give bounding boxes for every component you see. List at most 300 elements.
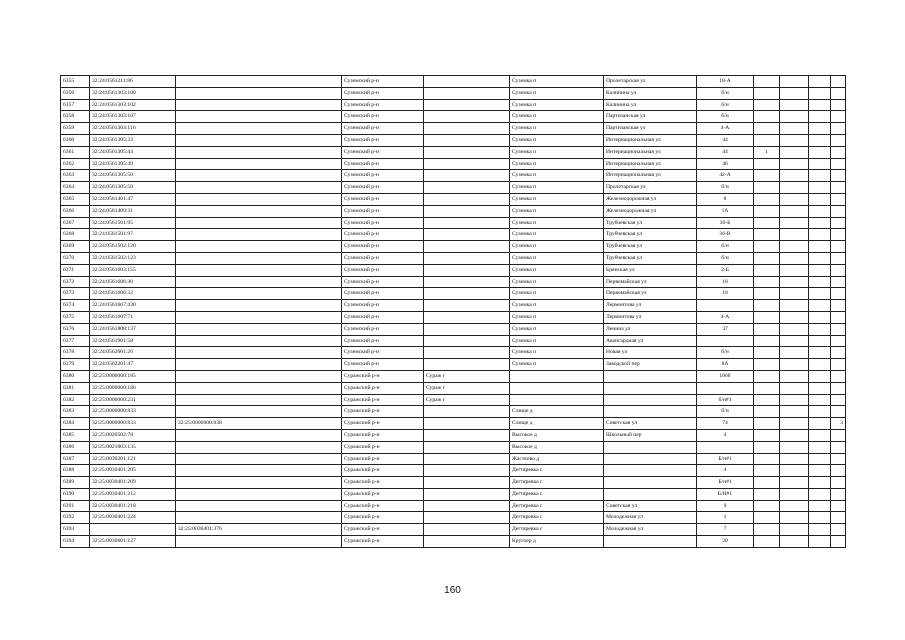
extra-cell-2	[780, 134, 809, 146]
related-cadastral-number-cell	[176, 465, 342, 477]
related-cadastral-number-cell	[176, 453, 342, 465]
street-cell: Молодежная ул	[604, 512, 697, 524]
extra-cell-4	[831, 158, 846, 170]
extra-cell-3	[809, 311, 831, 323]
house-number-cell: 9	[697, 500, 754, 512]
row-number-cell: 6376	[61, 323, 90, 335]
house-number-cell: Б/н#1	[697, 453, 754, 465]
district-cell: Суземский р-н	[342, 311, 424, 323]
table-row	[61, 453, 846, 465]
table-row	[61, 76, 846, 88]
district-cell: Суражский р-н	[342, 524, 424, 536]
city-cell	[424, 311, 510, 323]
cadastral-number-cell: 32:24:0561401:47	[90, 193, 176, 205]
cadastral-number-cell: 32:25:0030401:205	[90, 465, 176, 477]
city-cell	[424, 264, 510, 276]
settlement-cell: Высокое д	[510, 429, 604, 441]
extra-cell-2	[780, 146, 809, 158]
extra-cell-1	[754, 465, 780, 477]
related-cadastral-number-cell	[176, 87, 342, 99]
district-cell: Суземский р-н	[342, 193, 424, 205]
street-cell: Молодежная ул	[604, 524, 697, 536]
row-number-cell: 6367	[61, 217, 90, 229]
extra-cell-1	[754, 300, 780, 312]
table-row	[61, 158, 846, 170]
extra-cell-4	[831, 465, 846, 477]
cadastral-number-cell: 32:24:0561502:123	[90, 252, 176, 264]
table-row	[61, 229, 846, 241]
table-row	[61, 146, 846, 158]
related-cadastral-number-cell	[176, 429, 342, 441]
city-cell	[424, 335, 510, 347]
house-number-cell: 4-А	[697, 311, 754, 323]
district-cell: Суражский р-н	[342, 465, 424, 477]
extra-cell-2	[780, 193, 809, 205]
cadastral-number-cell: 32:24:0561303:107	[90, 111, 176, 123]
city-cell	[424, 87, 510, 99]
related-cadastral-number-cell	[176, 252, 342, 264]
row-number-cell: 6368	[61, 229, 90, 241]
district-cell: Суземский р-н	[342, 288, 424, 300]
city-cell: Сураж г	[424, 382, 510, 394]
district-cell: Суражский р-н	[342, 382, 424, 394]
house-number-cell: Б/Н#1	[697, 488, 754, 500]
extra-cell-3	[809, 276, 831, 288]
district-cell: Суземский р-н	[342, 146, 424, 158]
extra-cell-4	[831, 500, 846, 512]
row-number-cell: 6378	[61, 347, 90, 359]
table-row	[61, 394, 846, 406]
extra-cell-2	[780, 441, 809, 453]
settlement-cell: Дегтяревка с	[510, 512, 604, 524]
settlement-cell: Суземка п	[510, 359, 604, 371]
row-number-cell: 6389	[61, 477, 90, 489]
table-row	[61, 170, 846, 182]
extra-cell-1	[754, 382, 780, 394]
house-number-cell: 46	[697, 158, 754, 170]
city-cell	[424, 146, 510, 158]
district-cell: Суземский р-н	[342, 359, 424, 371]
extra-cell-4	[831, 276, 846, 288]
related-cadastral-number-cell	[176, 193, 342, 205]
city-cell: Сураж г	[424, 370, 510, 382]
cadastral-number-cell: 32:25:0020502:78	[90, 429, 176, 441]
extra-cell-1	[754, 170, 780, 182]
row-number-cell: 6387	[61, 453, 90, 465]
street-cell: Лермонтова ул	[604, 311, 697, 323]
related-cadastral-number-cell	[176, 347, 342, 359]
extra-cell-1	[754, 182, 780, 194]
settlement-cell: Суземка п	[510, 288, 604, 300]
extra-cell-2	[780, 465, 809, 477]
table-row	[61, 406, 846, 418]
extra-cell-4	[831, 123, 846, 135]
related-cadastral-number-cell	[176, 134, 342, 146]
row-number-cell: 6358	[61, 111, 90, 123]
extra-cell-3	[809, 488, 831, 500]
district-cell: Суземский р-н	[342, 252, 424, 264]
related-cadastral-number-cell	[176, 441, 342, 453]
cadastral-number-cell: 32:24:0561303:102	[90, 99, 176, 111]
extra-cell-1	[754, 500, 780, 512]
cadastral-number-cell: 32:25:0030401:218	[90, 500, 176, 512]
extra-cell-2	[780, 111, 809, 123]
street-cell	[604, 536, 697, 548]
extra-cell-3	[809, 465, 831, 477]
related-cadastral-number-cell	[176, 311, 342, 323]
extra-cell-4	[831, 370, 846, 382]
settlement-cell: Суземка п	[510, 252, 604, 264]
city-cell	[424, 111, 510, 123]
district-cell: Суземский р-н	[342, 134, 424, 146]
district-cell: Суземский р-н	[342, 217, 424, 229]
cadastral-number-cell: 32:24:0561303:116	[90, 123, 176, 135]
city-cell	[424, 252, 510, 264]
table-row	[61, 311, 846, 323]
extra-cell-3	[809, 359, 831, 371]
settlement-cell	[510, 370, 604, 382]
extra-cell-1	[754, 264, 780, 276]
row-number-cell: 6380	[61, 370, 90, 382]
table-row	[61, 418, 846, 430]
extra-cell-2	[780, 241, 809, 253]
street-cell	[604, 453, 697, 465]
house-number-cell: 37	[697, 323, 754, 335]
house-number-cell: 106б	[697, 370, 754, 382]
district-cell: Суземский р-н	[342, 323, 424, 335]
house-number-cell: б/н	[697, 87, 754, 99]
settlement-cell: Высокое д	[510, 441, 604, 453]
extra-cell-4	[831, 359, 846, 371]
row-number-cell: 6379	[61, 359, 90, 371]
row-number-cell: 6386	[61, 441, 90, 453]
cadastral-number-cell: 32:24:0561501:97	[90, 229, 176, 241]
house-number-cell: б/н	[697, 406, 754, 418]
extra-cell-1	[754, 134, 780, 146]
table-row	[61, 300, 846, 312]
house-number-cell: б/н	[697, 182, 754, 194]
house-number-cell: 42-А	[697, 170, 754, 182]
house-number-cell: 7	[697, 524, 754, 536]
extra-cell-3	[809, 406, 831, 418]
related-cadastral-number-cell	[176, 276, 342, 288]
extra-cell-3	[809, 323, 831, 335]
extra-cell-2	[780, 382, 809, 394]
district-cell: Суражский р-н	[342, 394, 424, 406]
extra-cell-4	[831, 323, 846, 335]
extra-cell-1	[754, 217, 780, 229]
cadastral-number-cell: 32:24:0561305:33	[90, 134, 176, 146]
extra-cell-4	[831, 170, 846, 182]
extra-cell-3	[809, 182, 831, 194]
extra-cell-4	[831, 241, 846, 253]
extra-cell-4	[831, 300, 846, 312]
street-cell: Школьный пер	[604, 429, 697, 441]
extra-cell-3	[809, 241, 831, 253]
related-cadastral-number-cell	[176, 382, 342, 394]
settlement-cell: Суземка п	[510, 87, 604, 99]
row-number-cell: 6390	[61, 488, 90, 500]
extra-cell-1	[754, 441, 780, 453]
city-cell	[424, 300, 510, 312]
table-row	[61, 252, 846, 264]
extra-cell-1	[754, 99, 780, 111]
house-number-cell: 20	[697, 536, 754, 548]
row-number-cell: 6384	[61, 418, 90, 430]
extra-cell-3	[809, 477, 831, 489]
extra-cell-3	[809, 87, 831, 99]
house-number-cell: 18	[697, 276, 754, 288]
extra-cell-2	[780, 87, 809, 99]
house-number-cell: 36-В	[697, 229, 754, 241]
related-cadastral-number-cell: 32:25:0030401:376	[176, 524, 342, 536]
street-cell	[604, 477, 697, 489]
extra-cell-2	[780, 170, 809, 182]
settlement-cell: Суземка п	[510, 347, 604, 359]
related-cadastral-number-cell	[176, 99, 342, 111]
extra-cell-2	[780, 158, 809, 170]
row-number-cell: 6362	[61, 158, 90, 170]
table-row	[61, 524, 846, 536]
extra-cell-3	[809, 170, 831, 182]
related-cadastral-number-cell	[176, 229, 342, 241]
extra-cell-2	[780, 477, 809, 489]
settlement-cell: Суземка п	[510, 311, 604, 323]
settlement-cell: Суземка п	[510, 323, 604, 335]
related-cadastral-number-cell	[176, 158, 342, 170]
street-cell: Первомайская ул	[604, 288, 697, 300]
street-cell: Интернациональная ул	[604, 158, 697, 170]
cadastral-number-cell: 32:24:0562201:47	[90, 359, 176, 371]
related-cadastral-number-cell	[176, 170, 342, 182]
extra-cell-1	[754, 359, 780, 371]
row-number-cell: 6366	[61, 205, 90, 217]
extra-cell-3	[809, 524, 831, 536]
extra-cell-3	[809, 205, 831, 217]
house-number-cell: б/н	[697, 252, 754, 264]
related-cadastral-number-cell	[176, 477, 342, 489]
settlement-cell: Суземка п	[510, 229, 604, 241]
extra-cell-3	[809, 123, 831, 135]
settlement-cell: Суземка п	[510, 276, 604, 288]
cadastral-number-cell: 32:24:0561502:120	[90, 241, 176, 253]
settlement-cell: Суземка п	[510, 158, 604, 170]
extra-cell-2	[780, 536, 809, 548]
extra-cell-2	[780, 99, 809, 111]
settlement-cell: Суземка п	[510, 76, 604, 88]
district-cell: Суражский р-н	[342, 453, 424, 465]
table-row	[61, 441, 846, 453]
cadastral-number-cell: 32:25:0000000:231	[90, 394, 176, 406]
district-cell: Суземский р-н	[342, 111, 424, 123]
row-number-cell: 6388	[61, 465, 90, 477]
district-cell: Суземский р-н	[342, 264, 424, 276]
extra-cell-2	[780, 394, 809, 406]
district-cell: Суземский р-н	[342, 241, 424, 253]
extra-cell-4	[831, 205, 846, 217]
table-row	[61, 288, 846, 300]
district-cell: Суземский р-н	[342, 205, 424, 217]
house-number-cell: 4	[697, 465, 754, 477]
city-cell	[424, 347, 510, 359]
row-number-cell: 6361	[61, 146, 90, 158]
settlement-cell: Суземка п	[510, 170, 604, 182]
cadastral-number-cell: 32:24:0561501:95	[90, 217, 176, 229]
settlement-cell: Суземка п	[510, 335, 604, 347]
city-cell	[424, 76, 510, 88]
extra-cell-2	[780, 406, 809, 418]
city-cell	[424, 488, 510, 500]
extra-cell-4	[831, 429, 846, 441]
street-cell: Заводской пер	[604, 359, 697, 371]
settlement-cell: Дегтяревка с	[510, 500, 604, 512]
extra-cell-2	[780, 453, 809, 465]
house-number-cell: 2-Б	[697, 264, 754, 276]
city-cell	[424, 99, 510, 111]
extra-cell-1	[754, 193, 780, 205]
district-cell: Суземский р-н	[342, 347, 424, 359]
row-number-cell: 6356	[61, 87, 90, 99]
table-row	[61, 111, 846, 123]
house-number-cell	[697, 335, 754, 347]
related-cadastral-number-cell	[176, 146, 342, 158]
settlement-cell	[510, 382, 604, 394]
table-row	[61, 99, 846, 111]
city-cell	[424, 158, 510, 170]
table-row	[61, 134, 846, 146]
district-cell: Суземский р-н	[342, 99, 424, 111]
extra-cell-3	[809, 300, 831, 312]
district-cell: Суражский р-н	[342, 418, 424, 430]
row-number-cell: 6375	[61, 311, 90, 323]
district-cell: Суземский р-н	[342, 300, 424, 312]
city-cell	[424, 276, 510, 288]
extra-cell-1	[754, 87, 780, 99]
city-cell	[424, 241, 510, 253]
extra-cell-3	[809, 252, 831, 264]
extra-cell-1	[754, 524, 780, 536]
extra-cell-3	[809, 76, 831, 88]
cadastral-number-cell: 32:24:0562001:26	[90, 347, 176, 359]
city-cell	[424, 406, 510, 418]
extra-cell-1	[754, 241, 780, 253]
street-cell: Трубчевская ул	[604, 229, 697, 241]
district-cell: Суземский р-н	[342, 276, 424, 288]
street-cell: Интернациональная ул	[604, 170, 697, 182]
extra-cell-2	[780, 205, 809, 217]
table-body	[61, 76, 846, 548]
house-number-cell: б/н	[697, 111, 754, 123]
cadastral-number-cell: 32:25:0030401:224	[90, 512, 176, 524]
district-cell: Суражский р-н	[342, 406, 424, 418]
table-row	[61, 488, 846, 500]
related-cadastral-number-cell	[176, 300, 342, 312]
city-cell	[424, 477, 510, 489]
city-cell	[424, 359, 510, 371]
extra-cell-1	[754, 158, 780, 170]
extra-cell-4	[831, 264, 846, 276]
related-cadastral-number-cell	[176, 512, 342, 524]
street-cell: Авангардная ул	[604, 335, 697, 347]
extra-cell-2	[780, 488, 809, 500]
settlement-cell: Суземка п	[510, 217, 604, 229]
district-cell: Суземский р-н	[342, 87, 424, 99]
city-cell	[424, 229, 510, 241]
related-cadastral-number-cell	[176, 111, 342, 123]
extra-cell-3	[809, 288, 831, 300]
table-row	[61, 323, 846, 335]
related-cadastral-number-cell: 32:25:0000000:838	[176, 418, 342, 430]
house-number-cell: 8	[697, 193, 754, 205]
extra-cell-3	[809, 536, 831, 548]
extra-cell-2	[780, 370, 809, 382]
street-cell: Брянская ул	[604, 264, 697, 276]
extra-cell-4	[831, 87, 846, 99]
extra-cell-1	[754, 323, 780, 335]
district-cell: Суражский р-н	[342, 370, 424, 382]
extra-cell-2	[780, 359, 809, 371]
extra-cell-1	[754, 335, 780, 347]
cadastral-number-cell: 32:24:0561409:31	[90, 205, 176, 217]
extra-cell-4	[831, 146, 846, 158]
extra-cell-4	[831, 347, 846, 359]
row-number-cell: 6382	[61, 394, 90, 406]
related-cadastral-number-cell	[176, 359, 342, 371]
related-cadastral-number-cell	[176, 335, 342, 347]
settlement-cell: Суземка п	[510, 111, 604, 123]
related-cadastral-number-cell	[176, 500, 342, 512]
settlement-cell: Кругоер д	[510, 536, 604, 548]
settlement-cell: Суземка п	[510, 264, 604, 276]
house-number-cell: б/н#1	[697, 394, 754, 406]
extra-cell-3	[809, 441, 831, 453]
extra-cell-1	[754, 252, 780, 264]
extra-cell-3	[809, 217, 831, 229]
street-cell: Лермонтова ул	[604, 300, 697, 312]
street-cell: Партизанская ул	[604, 111, 697, 123]
row-number-cell: 6364	[61, 182, 90, 194]
extra-cell-1	[754, 370, 780, 382]
street-cell: Интернациональная ул	[604, 134, 697, 146]
row-number-cell: 6394	[61, 536, 90, 548]
row-number-cell: 6393	[61, 524, 90, 536]
street-cell	[604, 382, 697, 394]
extra-cell-3	[809, 264, 831, 276]
extra-cell-2	[780, 347, 809, 359]
extra-cell-3	[809, 134, 831, 146]
extra-cell-3	[809, 335, 831, 347]
table-row	[61, 182, 846, 194]
extra-cell-2	[780, 500, 809, 512]
cadastral-number-cell: 32:24:0561305:44	[90, 146, 176, 158]
extra-cell-3	[809, 453, 831, 465]
district-cell: Суражский р-н	[342, 441, 424, 453]
settlement-cell: Суземка п	[510, 99, 604, 111]
row-number-cell: 6373	[61, 288, 90, 300]
table-row	[61, 500, 846, 512]
extra-cell-4	[831, 335, 846, 347]
extra-cell-2	[780, 182, 809, 194]
street-cell: Пролетарская ул	[604, 76, 697, 88]
extra-cell-1	[754, 536, 780, 548]
table-row	[61, 359, 846, 371]
extra-cell-1	[754, 418, 780, 430]
row-number-cell: 6381	[61, 382, 90, 394]
street-cell	[604, 370, 697, 382]
row-number-cell: 6363	[61, 170, 90, 182]
extra-cell-1	[754, 488, 780, 500]
house-number-cell: Б/н#1	[697, 477, 754, 489]
